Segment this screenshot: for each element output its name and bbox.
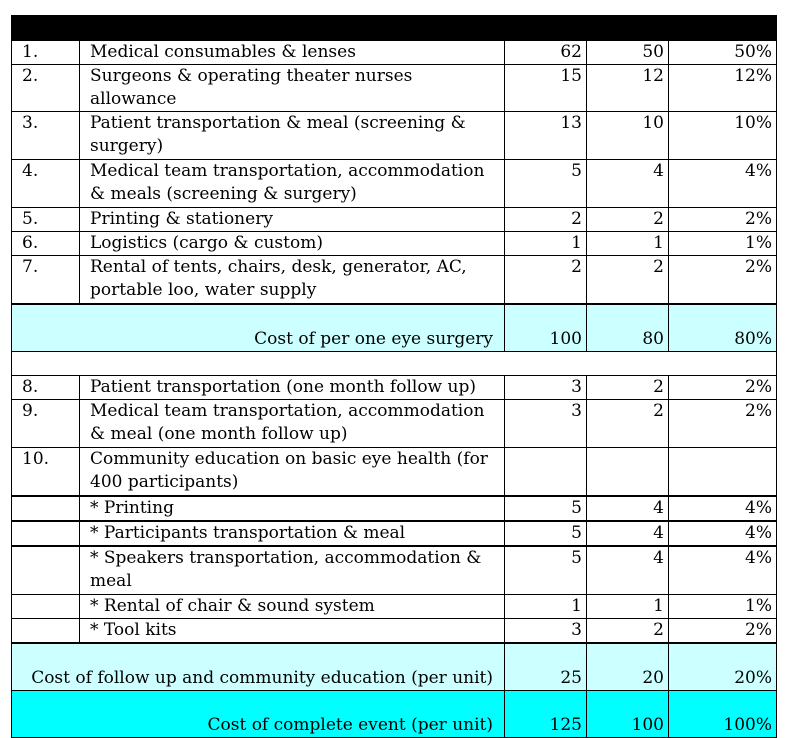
item-value-a: 3 bbox=[505, 619, 587, 644]
item-value-b: 4 bbox=[587, 546, 669, 595]
item-value-b bbox=[587, 448, 669, 497]
item-value-b: 1 bbox=[587, 232, 669, 256]
total-percent: 100% bbox=[669, 691, 777, 738]
item-value-a: 1 bbox=[505, 232, 587, 256]
item-number: 10. bbox=[12, 448, 80, 497]
item-value-a: 15 bbox=[505, 65, 587, 112]
subtotal-percent: 20% bbox=[669, 643, 777, 691]
item-number: 4. bbox=[12, 160, 80, 208]
item-value-b: 12 bbox=[587, 65, 669, 112]
item-percent: 1% bbox=[669, 595, 777, 619]
item-description: Medical team transportation, accommodation & meal (one month follow up) bbox=[80, 400, 505, 448]
subtotal-label: Cost of per one eye surgery bbox=[12, 304, 505, 352]
item-value-a: 3 bbox=[505, 376, 587, 400]
item-description: Medical consumables & lenses bbox=[80, 41, 505, 65]
item-value-b: 2 bbox=[587, 256, 669, 305]
item-value-b: 4 bbox=[587, 160, 669, 208]
item-value-a: 5 bbox=[505, 546, 587, 595]
item-description: Logistics (cargo & custom) bbox=[80, 232, 505, 256]
item-value-a: 62 bbox=[505, 41, 587, 65]
subtotal-row-followup bbox=[12, 643, 777, 691]
item-value-a bbox=[505, 448, 587, 497]
subtotal-value-b: 80 bbox=[587, 304, 669, 352]
item-number bbox=[12, 546, 80, 595]
table-row bbox=[12, 448, 777, 497]
table-row bbox=[12, 232, 777, 256]
header-cell bbox=[587, 16, 669, 41]
item-description: Patient transportation (one month follow up) bbox=[80, 376, 505, 400]
item-number bbox=[12, 521, 80, 546]
item-value-a: 1 bbox=[505, 595, 587, 619]
item-number: 7. bbox=[12, 256, 80, 305]
item-value-b: 1 bbox=[587, 595, 669, 619]
item-value-b: 2 bbox=[587, 376, 669, 400]
item-number: 3. bbox=[12, 112, 80, 160]
item-percent: 2% bbox=[669, 400, 777, 448]
table-row bbox=[12, 595, 777, 619]
cost-table bbox=[11, 15, 777, 738]
item-percent: 1% bbox=[669, 232, 777, 256]
item-number: 5. bbox=[12, 208, 80, 232]
item-value-b: 2 bbox=[587, 208, 669, 232]
item-description: * Printing bbox=[80, 496, 505, 521]
item-value-a: 5 bbox=[505, 521, 587, 546]
item-description: Community education on basic eye health (for 400 participants) bbox=[80, 448, 505, 497]
item-value-b: 4 bbox=[587, 496, 669, 521]
item-value-b: 2 bbox=[587, 400, 669, 448]
total-label: Cost of complete event (per unit) bbox=[12, 691, 505, 738]
table-row bbox=[12, 619, 777, 644]
table-row bbox=[12, 521, 777, 546]
item-value-a: 5 bbox=[505, 496, 587, 521]
subtotal-value-a: 25 bbox=[505, 643, 587, 691]
table-row bbox=[12, 160, 777, 208]
item-percent: 50% bbox=[669, 41, 777, 65]
item-percent: 2% bbox=[669, 376, 777, 400]
item-value-b: 4 bbox=[587, 521, 669, 546]
item-percent: 4% bbox=[669, 546, 777, 595]
item-number bbox=[12, 619, 80, 644]
table-header-row bbox=[12, 16, 777, 41]
spacer-row bbox=[12, 352, 777, 376]
header-cell bbox=[12, 16, 80, 41]
total-row bbox=[12, 691, 777, 738]
item-value-a: 13 bbox=[505, 112, 587, 160]
item-number: 1. bbox=[12, 41, 80, 65]
item-percent: 2% bbox=[669, 256, 777, 305]
table-row bbox=[12, 208, 777, 232]
subtotal-percent: 80% bbox=[669, 304, 777, 352]
spacer-cell bbox=[12, 352, 777, 376]
total-value-b: 100 bbox=[587, 691, 669, 738]
item-description: * Tool kits bbox=[80, 619, 505, 644]
item-description: Printing & stationery bbox=[80, 208, 505, 232]
table-row bbox=[12, 400, 777, 448]
item-number: 8. bbox=[12, 376, 80, 400]
item-value-a: 5 bbox=[505, 160, 587, 208]
item-percent: 4% bbox=[669, 496, 777, 521]
table-row bbox=[12, 112, 777, 160]
item-number: 9. bbox=[12, 400, 80, 448]
header-cell bbox=[80, 16, 505, 41]
item-value-a: 2 bbox=[505, 208, 587, 232]
item-description: * Participants transportation & meal bbox=[80, 521, 505, 546]
item-value-b: 50 bbox=[587, 41, 669, 65]
item-number bbox=[12, 496, 80, 521]
subtotal-label: Cost of follow up and community education (per unit) bbox=[12, 643, 505, 691]
item-percent: 4% bbox=[669, 521, 777, 546]
table-row bbox=[12, 41, 777, 65]
subtotal-value-a: 100 bbox=[505, 304, 587, 352]
item-description: * Rental of chair & sound system bbox=[80, 595, 505, 619]
item-value-b: 2 bbox=[587, 619, 669, 644]
table-row bbox=[12, 546, 777, 595]
item-number: 2. bbox=[12, 65, 80, 112]
header-cell bbox=[669, 16, 777, 41]
item-value-a: 2 bbox=[505, 256, 587, 305]
item-description: Medical team transportation, accommodation & meals (screening & surgery) bbox=[80, 160, 505, 208]
item-percent: 10% bbox=[669, 112, 777, 160]
table-row bbox=[12, 256, 777, 305]
item-percent: 4% bbox=[669, 160, 777, 208]
total-value-a: 125 bbox=[505, 691, 587, 738]
item-description: Surgeons & operating theater nurses allowance bbox=[80, 65, 505, 112]
item-percent: 2% bbox=[669, 208, 777, 232]
header-cell bbox=[505, 16, 587, 41]
subtotal-value-b: 20 bbox=[587, 643, 669, 691]
table-row bbox=[12, 65, 777, 112]
item-value-a: 3 bbox=[505, 400, 587, 448]
item-percent: 2% bbox=[669, 619, 777, 644]
table-row bbox=[12, 376, 777, 400]
item-number bbox=[12, 595, 80, 619]
subtotal-row-surgery bbox=[12, 304, 777, 352]
table-row bbox=[12, 496, 777, 521]
item-percent bbox=[669, 448, 777, 497]
item-description: Patient transportation & meal (screening & surgery) bbox=[80, 112, 505, 160]
item-percent: 12% bbox=[669, 65, 777, 112]
item-description: * Speakers transportation, accommodation & meal bbox=[80, 546, 505, 595]
item-number: 6. bbox=[12, 232, 80, 256]
item-value-b: 10 bbox=[587, 112, 669, 160]
item-description: Rental of tents, chairs, desk, generator, AC, portable loo, water supply bbox=[80, 256, 505, 305]
